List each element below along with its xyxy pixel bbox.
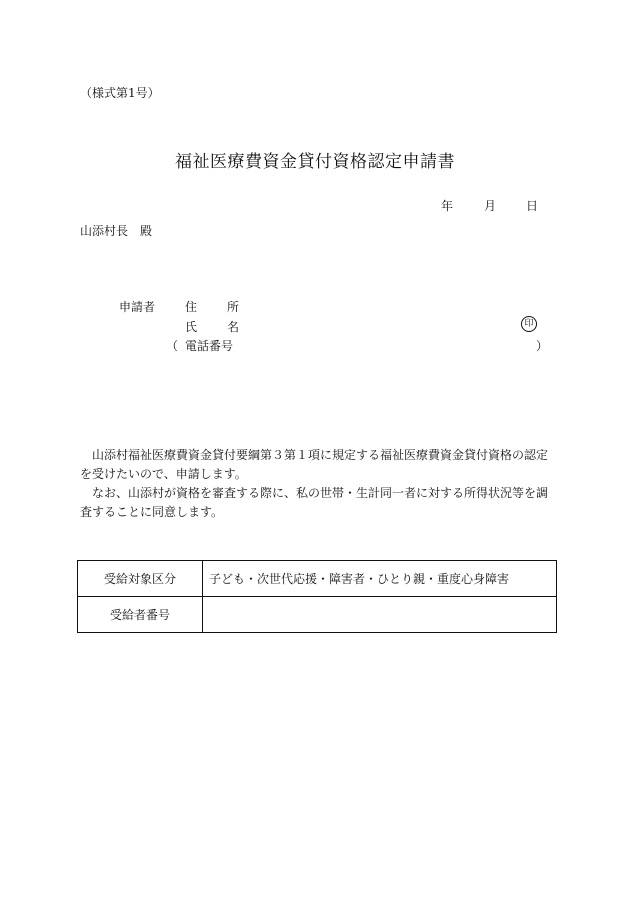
date-month-label: 月 <box>484 199 497 213</box>
recipient-info-table <box>77 560 557 633</box>
addressee-name: 山添村長 <box>80 224 129 238</box>
table-row <box>78 597 557 633</box>
addressee <box>80 222 152 239</box>
date-year-label: 年 <box>441 199 454 213</box>
phone-paren-open: （ <box>166 339 179 353</box>
date-day-label: 日 <box>526 199 539 213</box>
statement-paragraph-1: 山添村福祉医療費資金貸付要綱第３第１項に規定する福祉医療費資金貸付資格の認定を受けたいので、申請します。 <box>80 448 549 481</box>
seal-mark: 印 <box>521 316 537 332</box>
addressee-honorific: 殿 <box>140 224 153 238</box>
eligibility-category-value[interactable]: 子ども・次世代応援・障害者・ひとり親・重度心身障害 <box>203 561 557 597</box>
applicant-role-label: 申請者 <box>119 300 156 314</box>
name-label-char-1: 氏 <box>185 320 198 334</box>
phone-paren-close: ） <box>536 339 549 353</box>
address-label-char-1: 住 <box>185 300 198 314</box>
address-label-char-2: 所 <box>227 300 240 314</box>
eligibility-category-label: 受給対象区分 <box>78 561 203 597</box>
recipient-number-label: 受給者番号 <box>78 597 203 633</box>
application-statement <box>80 446 552 522</box>
table-row <box>78 561 557 597</box>
name-label-char-2: 名 <box>227 320 240 334</box>
phone-label: 電話番号 <box>185 339 234 353</box>
statement-paragraph-2: なお、山添村が資格を審査する際に、私の世帯・生計同一者に対する所得状況等を調査することに同意します。 <box>80 486 549 519</box>
document-title: 福祉医療費資金貸付資格認定申請書 <box>175 152 455 172</box>
recipient-number-value[interactable] <box>203 597 557 633</box>
form-number: （様式第1号） <box>80 86 160 100</box>
